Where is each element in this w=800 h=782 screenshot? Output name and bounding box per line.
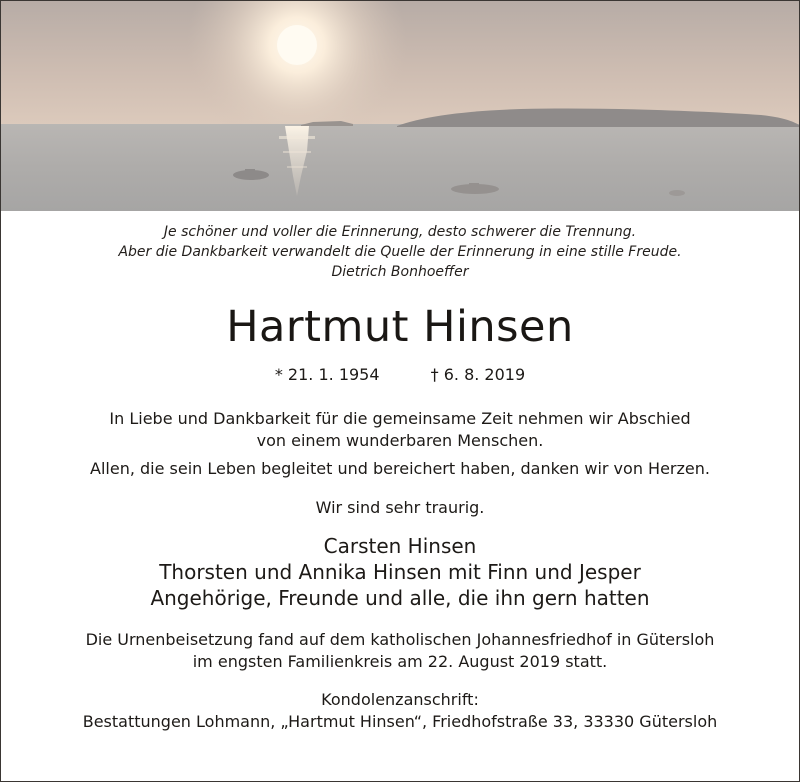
mourner-line: Thorsten und Annika Hinsen mit Finn und Jesper	[159, 560, 641, 584]
notice-text	[1, 211, 799, 733]
mourner-line: Carsten Hinsen	[323, 534, 477, 558]
text-line: im engsten Familienkreis am 22. August 2019 statt.	[192, 652, 608, 671]
deceased-name: Hartmut Hinsen	[226, 302, 574, 352]
thanks-text: Allen, die sein Leben begleitet und bereichert haben, danken wir von Herzen.	[90, 459, 710, 478]
mourners-list	[1, 533, 799, 611]
farewell-text	[1, 408, 799, 452]
text-line: von einem wunderbaren Menschen.	[256, 431, 544, 450]
sunset-sea-photo	[1, 1, 799, 211]
text-line: In Liebe und Dankbarkeit für die gemeinsame Zeit nehmen wir Abschied	[109, 409, 691, 428]
quote-author: Dietrich Bonhoeffer	[331, 264, 469, 280]
sad-text: Wir sind sehr traurig.	[315, 498, 485, 517]
condolence-address-line: Bestattungen Lohmann, „Hartmut Hinsen“, Friedhofstraße 33, 33330 Gütersloh	[82, 712, 718, 731]
life-dates	[1, 364, 799, 386]
mourner-line: Angehörige, Freunde und alle, die ihn gern hatten	[150, 586, 650, 610]
quote-line: Aber die Dankbarkeit verwandelt die Quelle der Erinnerung in eine stille Freude.	[118, 244, 682, 260]
bonhoeffer-quote	[1, 222, 799, 282]
burial-info	[1, 629, 799, 673]
quote-line: Je schöner und voller die Erinnerung, desto schwerer die Trennung.	[163, 224, 637, 240]
condolence-address	[1, 689, 799, 733]
death-date: † 6. 8. 2019	[430, 365, 526, 384]
condolence-label: Kondolenzanschrift:	[321, 690, 479, 709]
birth-date: * 21. 1. 1954	[274, 365, 380, 384]
text-line: Die Urnenbeisetzung fand auf dem katholischen Johannesfriedhof in Gütersloh	[85, 630, 715, 649]
